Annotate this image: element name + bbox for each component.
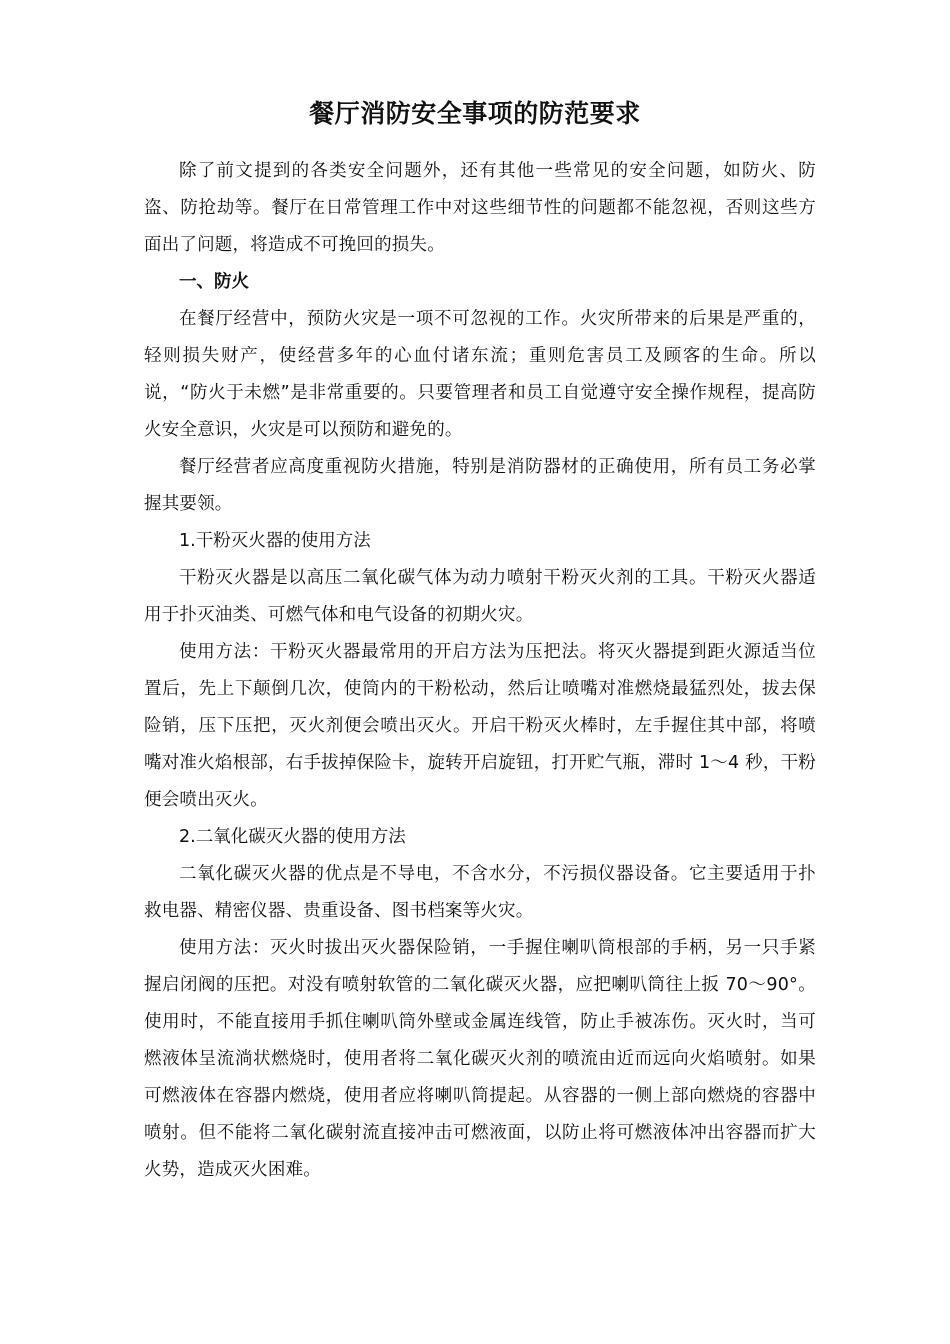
subheading-dry-powder-extinguisher: 1.干粉灭火器的使用方法	[179, 531, 371, 551]
co2-description-paragraph: 二氧化碳灭火器的优点是不导电，不含水分，不污损仪器设备。它主要适用于扑救电器、精密仪器、贵重设备、图书档案等火灾。	[144, 864, 816, 921]
dry-powder-usage-paragraph: 使用方法：干粉灭火器最常用的开启方法为压把法。将灭火器提到距火源适当位置后，先上下颠倒几次，使筒内的干粉松动，然后让喷嘴对准燃烧最猛烈处，拔去保险销，压下压把，灭火剂便会喷出灭火。开启干粉灭火棒时，左手握住其中部，将喷嘴对准火焰根部，右手拔掉保险卡，旋转开启旋钮，打开贮气瓶，滞时 1～4 秒，干粉便会喷出灭火。	[144, 642, 816, 810]
intro-paragraph: 除了前文提到的各类安全问题外，还有其他一些常见的安全问题，如防火、防盗、防抢劫等。餐厅在日常管理工作中对这些细节性的问题都不能忽视，否则这些方面出了问题，将造成不可挽回的损失。	[144, 161, 816, 255]
document-body	[144, 153, 816, 1189]
fire-prevention-paragraph: 在餐厅经营中，预防火灾是一项不可忽视的工作。火灾所带来的后果是严重的，轻则损失财产，使经营多年的心血付诸东流；重则危害员工及顾客的生命。所以说，“防火于未燃”是非常重要的。只要管理者和员工自觉遵守安全操作规程，提高防火安全意识，火灾是可以预防和避免的。	[144, 309, 816, 440]
section-heading-fire-prevention: 一、防火	[179, 272, 249, 292]
dry-powder-description-paragraph: 干粉灭火器是以高压二氧化碳气体为动力喷射干粉灭火剂的工具。干粉灭火器适用于扑灭油类、可燃气体和电气设备的初期火灾。	[144, 568, 816, 625]
subheading-co2-extinguisher: 2.二氧化碳灭火器的使用方法	[179, 827, 406, 847]
co2-usage-paragraph: 使用方法：灭火时拔出灭火器保险销，一手握住喇叭筒根部的手柄，另一只手紧握启闭阀的压把。对没有喷射软管的二氧化碳灭火器，应把喇叭筒往上扳 70～90°。使用时，不能直接用手抓住喇叭筒外壁或金属连线管，防止手被冻伤。灭火时，当可燃液体呈流淌状燃烧时，使用者将二氧化碳灭火剂的喷流由近而远向火焰喷射。如果可燃液体在容器内燃烧，使用者应将喇叭筒提起。从容器的一侧上部向燃烧的容器中喷射。但不能将二氧化碳射流直接冲击可燃液面，以防止将可燃液体冲出容器而扩大火势，造成灭火困难。	[144, 938, 816, 1180]
fire-equipment-paragraph: 餐厅经营者应高度重视防火措施，特别是消防器材的正确使用，所有员工务必掌握其要领。	[144, 457, 816, 514]
document-title: 餐厅消防安全事项的防范要求	[309, 99, 641, 128]
